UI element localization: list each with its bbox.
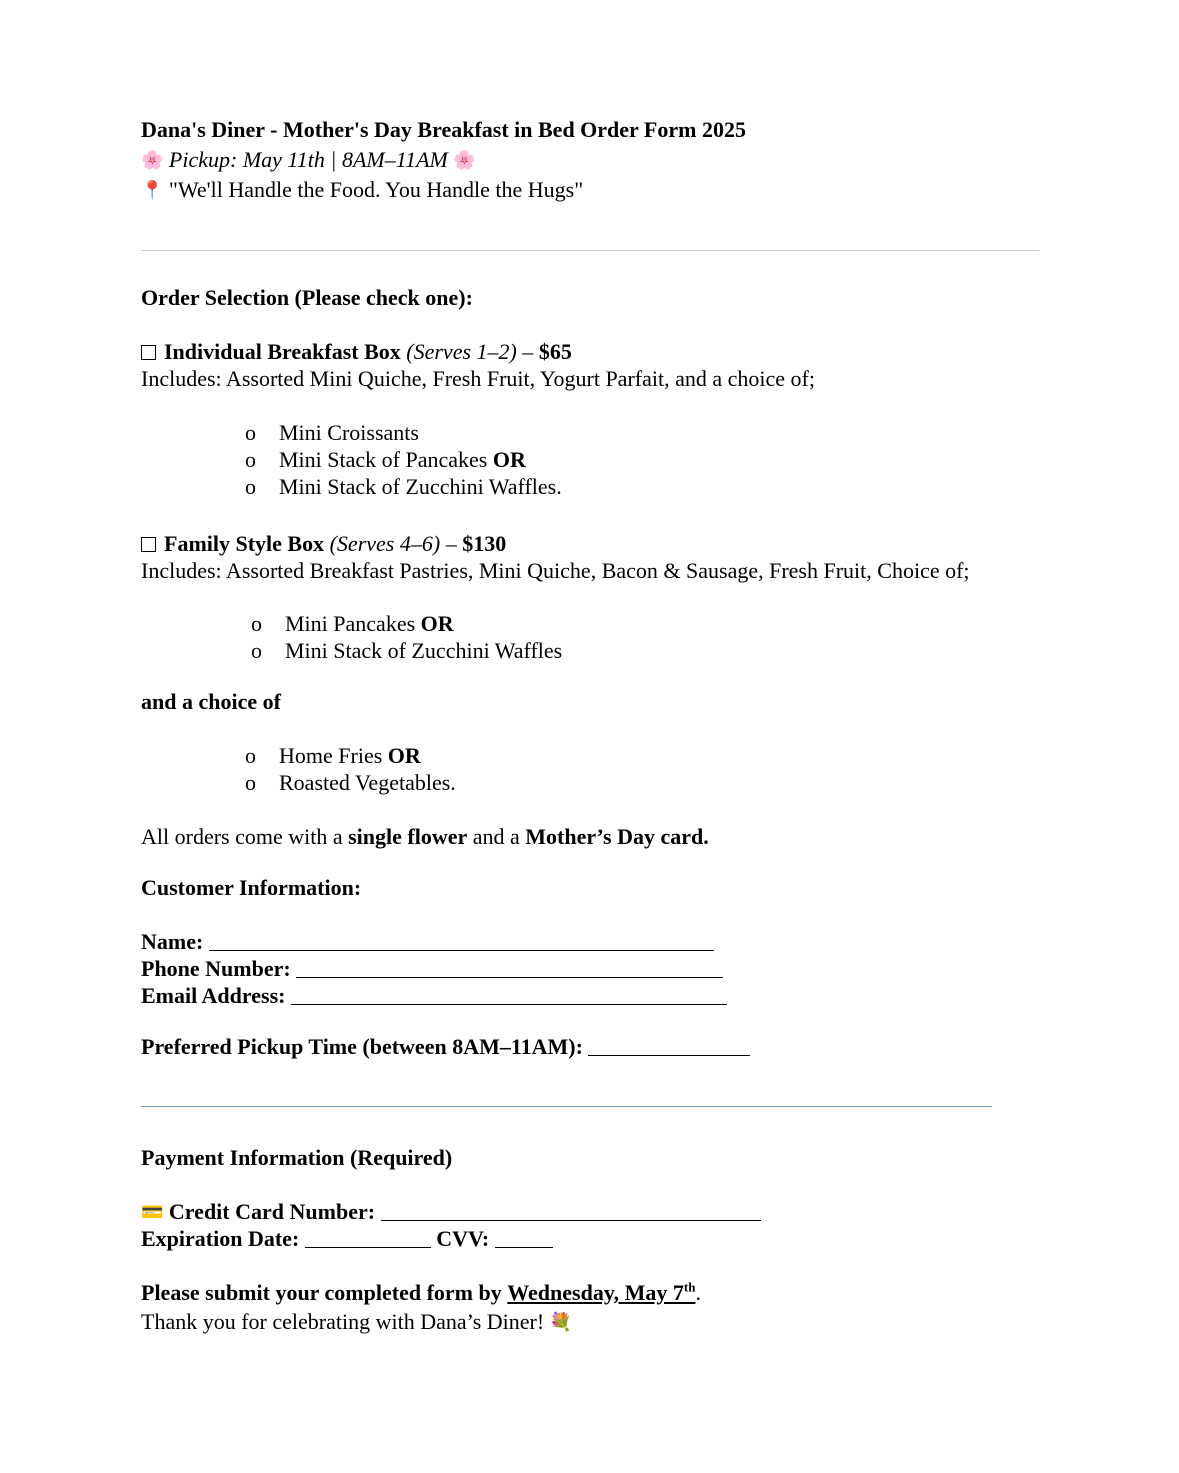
- list-item: [245, 473, 562, 500]
- name-label: Name:: [141, 929, 204, 954]
- individual-box-price: $65: [538, 339, 572, 364]
- option-label: Mini Stack of Zucchini Waffles: [285, 638, 563, 663]
- list-item: [245, 769, 456, 796]
- order-selection-heading: Order Selection (Please check one):: [141, 285, 473, 310]
- family-box-serves: (Serves 4–6): [329, 531, 441, 556]
- bullet-icon: o: [251, 638, 262, 663]
- list-item: [245, 742, 421, 769]
- option-label: Home Fries: [279, 743, 383, 768]
- pin-icon: 📍: [141, 180, 164, 201]
- family-box-includes: Includes: Assorted Breakfast Pastries, Mini Quiche, Bacon & Sausage, Fresh Fruit, Choice of;: [141, 558, 970, 583]
- name-input[interactable]: [209, 930, 714, 951]
- name-field[interactable]: [141, 928, 714, 955]
- extras-line: [141, 823, 709, 850]
- extras-prefix: All orders come with a: [141, 824, 343, 849]
- email-field[interactable]: [141, 982, 727, 1009]
- pickup-time-field[interactable]: [141, 1033, 750, 1060]
- bullet-icon: o: [245, 743, 256, 768]
- submit-end: .: [695, 1280, 701, 1305]
- cherry-blossom-icon: 🌸: [141, 150, 164, 171]
- individual-box-name: Individual Breakfast Box: [164, 339, 401, 364]
- bullet-icon: o: [245, 447, 256, 472]
- tagline-text: "We'll Handle the Food. You Handle the Hugs": [168, 177, 584, 202]
- cvv-input[interactable]: [495, 1227, 553, 1248]
- list-item: [245, 446, 526, 473]
- option-label: Roasted Vegetables.: [279, 770, 456, 795]
- option-label: Mini Croissants: [279, 420, 419, 445]
- expiration-input[interactable]: [305, 1227, 431, 1248]
- extras-and: and a: [472, 824, 520, 849]
- pickup-line: [141, 146, 476, 174]
- individual-box-includes: Includes: Assorted Mini Quiche, Fresh Fruit, Yogurt Parfait, and a choice of;: [141, 366, 815, 391]
- submit-date-text: Wednesday, May 7: [507, 1280, 684, 1305]
- card-number-input[interactable]: [381, 1200, 761, 1221]
- list-item: [245, 419, 419, 446]
- divider: [141, 1106, 992, 1107]
- divider: [141, 250, 1039, 251]
- payment-heading: Payment Information (Required): [141, 1145, 453, 1170]
- credit-card-icon: 💳: [141, 1202, 164, 1223]
- page-title: Dana's Diner - Mother's Day Breakfast in Bed Order Form 2025: [141, 117, 746, 142]
- or-label: OR: [387, 743, 421, 768]
- submit-date: [507, 1280, 695, 1305]
- extras-card: Mother’s Day card.: [525, 824, 709, 849]
- individual-box-option[interactable]: [141, 338, 572, 365]
- or-label: OR: [420, 611, 454, 636]
- individual-box-serves: (Serves 1–2): [406, 339, 517, 364]
- card-number-field[interactable]: [141, 1198, 761, 1226]
- extras-flower: single flower: [348, 824, 468, 849]
- option-label: Mini Stack of Zucchini Waffles.: [279, 474, 562, 499]
- pickup-time-input[interactable]: [588, 1035, 750, 1056]
- and-choice-heading: and a choice of: [141, 689, 281, 714]
- cherry-blossom-icon: 🌸: [453, 150, 476, 171]
- card-number-label: Credit Card Number:: [168, 1199, 376, 1224]
- or-label: OR: [492, 447, 526, 472]
- list-item: [251, 610, 454, 637]
- family-box-name: Family Style Box: [164, 531, 325, 556]
- thanks-line: [141, 1308, 572, 1336]
- bullet-icon: o: [245, 474, 256, 499]
- expiration-label: Expiration Date:: [141, 1226, 300, 1251]
- option-label: Mini Stack of Pancakes: [279, 447, 488, 472]
- family-box-checkbox[interactable]: [141, 537, 156, 552]
- option-label: Mini Pancakes: [285, 611, 416, 636]
- pickup-time-label: Preferred Pickup Time (between 8AM–11AM):: [141, 1034, 583, 1059]
- bullet-icon: o: [245, 420, 256, 445]
- thanks-text: Thank you for celebrating with Dana’s Diner!: [141, 1309, 545, 1334]
- submit-deadline: [141, 1279, 701, 1306]
- list-item: [251, 637, 562, 664]
- submit-prefix: Please submit your completed form by: [141, 1280, 502, 1305]
- email-label: Email Address:: [141, 983, 286, 1008]
- email-input[interactable]: [291, 984, 727, 1005]
- bouquet-icon: 💐: [549, 1312, 573, 1333]
- family-box-price: $130: [462, 531, 507, 556]
- phone-field[interactable]: [141, 955, 723, 982]
- customer-heading: Customer Information:: [141, 875, 362, 900]
- dash: –: [522, 339, 534, 364]
- bullet-icon: o: [251, 611, 262, 636]
- pickup-text: Pickup: May 11th | 8AM–11AM: [168, 147, 448, 172]
- expiration-cvv-field: [141, 1225, 553, 1252]
- family-box-option[interactable]: [141, 530, 506, 557]
- bullet-icon: o: [245, 770, 256, 795]
- submit-date-sup: th: [683, 1279, 696, 1295]
- cvv-label: CVV:: [436, 1226, 490, 1251]
- phone-label: Phone Number:: [141, 956, 291, 981]
- dash: –: [445, 531, 457, 556]
- tagline-line: [141, 176, 583, 204]
- phone-input[interactable]: [296, 957, 723, 978]
- individual-box-checkbox[interactable]: [141, 345, 156, 360]
